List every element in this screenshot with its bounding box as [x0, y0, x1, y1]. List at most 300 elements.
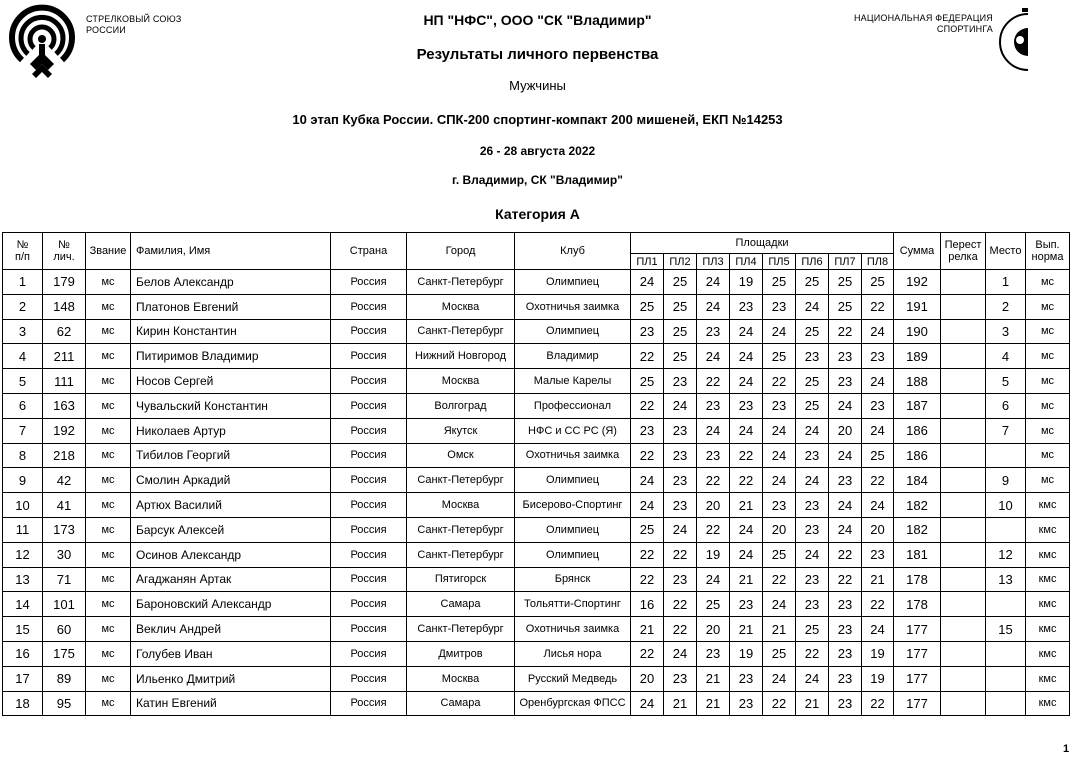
- row-stand-8-score: 24: [862, 369, 894, 394]
- row-stand-8-score: 22: [862, 468, 894, 493]
- row-num: 1: [3, 270, 43, 295]
- row-stand-8-score: 24: [862, 617, 894, 642]
- row-place: 15: [986, 617, 1026, 642]
- row-country: Россия: [331, 542, 407, 567]
- row-stand-5-score: 21: [763, 617, 796, 642]
- row-city: Самара: [407, 691, 515, 716]
- row-stand-7-score: 24: [829, 443, 862, 468]
- results-table: [2, 232, 1070, 716]
- row-stand-8-score: 24: [862, 319, 894, 344]
- table-row: [3, 641, 1070, 666]
- row-place: 1: [986, 270, 1026, 295]
- row-place: 3: [986, 319, 1026, 344]
- col-header-norm-l2: норма: [1031, 251, 1064, 263]
- row-stand-7-score: 20: [829, 418, 862, 443]
- row-num: 5: [3, 369, 43, 394]
- row-stand-3-score: 23: [697, 443, 730, 468]
- row-stand-6-score: 24: [796, 418, 829, 443]
- row-stand-6-score: 24: [796, 294, 829, 319]
- row-stand-2-score: 24: [664, 393, 697, 418]
- row-stand-5-score: 25: [763, 542, 796, 567]
- row-norm: мс: [1026, 418, 1070, 443]
- row-country: Россия: [331, 468, 407, 493]
- table-row: [3, 319, 1070, 344]
- row-stand-1-score: 23: [631, 319, 664, 344]
- row-num: 12: [3, 542, 43, 567]
- row-shootoff: [941, 493, 986, 518]
- row-stand-8-score: 19: [862, 666, 894, 691]
- row-stand-2-score: 22: [664, 542, 697, 567]
- row-sum: 177: [894, 691, 941, 716]
- row-stand-6-score: 25: [796, 270, 829, 295]
- row-country: Россия: [331, 517, 407, 542]
- row-stand-4-score: 21: [730, 567, 763, 592]
- row-sum: 187: [894, 393, 941, 418]
- row-norm: мс: [1026, 393, 1070, 418]
- table-row: [3, 493, 1070, 518]
- row-place: [986, 641, 1026, 666]
- row-place: [986, 443, 1026, 468]
- row-lic: 163: [43, 393, 86, 418]
- row-rank: мс: [86, 443, 131, 468]
- table-row: [3, 592, 1070, 617]
- row-stand-1-score: 22: [631, 344, 664, 369]
- row-rank: мс: [86, 468, 131, 493]
- row-country: Россия: [331, 344, 407, 369]
- row-norm: кмс: [1026, 493, 1070, 518]
- row-sum: 192: [894, 270, 941, 295]
- row-name: Артюх Василий: [131, 493, 331, 518]
- row-stand-6-score: 25: [796, 617, 829, 642]
- row-club: Оренбургская ФПСС: [515, 691, 631, 716]
- row-stand-4-score: 19: [730, 641, 763, 666]
- row-stand-6-score: 24: [796, 666, 829, 691]
- row-num: 4: [3, 344, 43, 369]
- col-header-norm: [1026, 233, 1070, 270]
- row-num: 2: [3, 294, 43, 319]
- org-left-line2: РОССИИ: [86, 25, 126, 35]
- org-right-line2: СПОРТИНГА: [936, 24, 993, 34]
- row-lic: 41: [43, 493, 86, 518]
- row-stand-4-score: 24: [730, 517, 763, 542]
- table-row: [3, 542, 1070, 567]
- event-dates: 26 - 28 августа 2022: [479, 144, 596, 158]
- row-stand-5-score: 20: [763, 517, 796, 542]
- page-number: 1: [1063, 743, 1070, 755]
- row-name: Тибилов Георгий: [131, 443, 331, 468]
- row-shootoff: [941, 542, 986, 567]
- col-header-sum: Сумма: [894, 233, 941, 270]
- row-stand-1-score: 22: [631, 567, 664, 592]
- col-header-num-l2: п/п: [15, 251, 30, 263]
- row-stand-1-score: 20: [631, 666, 664, 691]
- row-stand-6-score: 24: [796, 542, 829, 567]
- row-lic: 89: [43, 666, 86, 691]
- row-stand-6-score: 23: [796, 493, 829, 518]
- row-stand-3-score: 21: [697, 691, 730, 716]
- row-lic: 218: [43, 443, 86, 468]
- table-row: [3, 393, 1070, 418]
- row-rank: мс: [86, 567, 131, 592]
- row-sum: 181: [894, 542, 941, 567]
- row-club: Охотничья заимка: [515, 443, 631, 468]
- row-num: 14: [3, 592, 43, 617]
- row-num: 8: [3, 443, 43, 468]
- results-body: [3, 270, 1070, 716]
- row-country: Россия: [331, 294, 407, 319]
- row-shootoff: [941, 592, 986, 617]
- row-stand-2-score: 22: [664, 592, 697, 617]
- row-stand-5-score: 23: [763, 294, 796, 319]
- row-city: Омск: [407, 443, 515, 468]
- row-shootoff: [941, 641, 986, 666]
- row-lic: 60: [43, 617, 86, 642]
- row-lic: 42: [43, 468, 86, 493]
- organizers: НП "НФС", ООО "СК "Владимир": [423, 12, 652, 28]
- col-header-rank: Звание: [86, 233, 131, 270]
- row-place: [986, 666, 1026, 691]
- row-stand-5-score: 24: [763, 319, 796, 344]
- row-norm: мс: [1026, 468, 1070, 493]
- row-club: Олимпиец: [515, 542, 631, 567]
- row-stand-3-score: 24: [697, 294, 730, 319]
- row-lic: 148: [43, 294, 86, 319]
- row-stand-7-score: 23: [829, 691, 862, 716]
- row-name: Веклич Андрей: [131, 617, 331, 642]
- row-stand-6-score: 22: [796, 641, 829, 666]
- row-stand-5-score: 24: [763, 443, 796, 468]
- row-shootoff: [941, 270, 986, 295]
- row-norm: мс: [1026, 369, 1070, 394]
- row-num: 3: [3, 319, 43, 344]
- col-header-shootoff-l2: релка: [948, 251, 978, 263]
- table-row: [3, 270, 1070, 295]
- row-country: Россия: [331, 641, 407, 666]
- table-row: [3, 468, 1070, 493]
- table-row: [3, 691, 1070, 716]
- row-stand-8-score: 23: [862, 344, 894, 369]
- row-city: Санкт-Петербург: [407, 542, 515, 567]
- row-city: Санкт-Петербург: [407, 270, 515, 295]
- subtitle: Мужчины: [509, 78, 566, 93]
- table-row: [3, 344, 1070, 369]
- table-row: [3, 517, 1070, 542]
- row-club: Малые Карелы: [515, 369, 631, 394]
- row-city: Москва: [407, 493, 515, 518]
- row-stand-1-score: 25: [631, 294, 664, 319]
- table-row: [3, 418, 1070, 443]
- row-norm: мс: [1026, 294, 1070, 319]
- row-city: Пятигорск: [407, 567, 515, 592]
- col-header-stand-7: ПЛ7: [829, 254, 862, 270]
- row-city: Санкт-Петербург: [407, 468, 515, 493]
- row-stand-2-score: 24: [664, 517, 697, 542]
- row-stand-2-score: 23: [664, 443, 697, 468]
- row-norm: кмс: [1026, 567, 1070, 592]
- row-name: Ильенко Дмитрий: [131, 666, 331, 691]
- row-place: [986, 517, 1026, 542]
- row-rank: мс: [86, 666, 131, 691]
- row-stand-8-score: 24: [862, 493, 894, 518]
- row-stand-3-score: 21: [697, 666, 730, 691]
- row-lic: 173: [43, 517, 86, 542]
- row-stand-8-score: 25: [862, 443, 894, 468]
- row-shootoff: [941, 393, 986, 418]
- row-stand-8-score: 21: [862, 567, 894, 592]
- row-country: Россия: [331, 270, 407, 295]
- row-stand-2-score: 22: [664, 617, 697, 642]
- row-lic: 175: [43, 641, 86, 666]
- row-stand-7-score: 22: [829, 567, 862, 592]
- col-header-lic: [43, 233, 86, 270]
- row-shootoff: [941, 567, 986, 592]
- row-stand-4-score: 24: [730, 369, 763, 394]
- row-stand-4-score: 22: [730, 443, 763, 468]
- col-header-stand-1: ПЛ1: [631, 254, 664, 270]
- row-name: Николаев Артур: [131, 418, 331, 443]
- row-club: Бисерово-Спортинг: [515, 493, 631, 518]
- row-stand-2-score: 23: [664, 567, 697, 592]
- row-club: НФС и СС РС (Я): [515, 418, 631, 443]
- row-shootoff: [941, 319, 986, 344]
- col-header-stands-group: Площадки: [631, 233, 894, 254]
- row-club: Олимпиец: [515, 468, 631, 493]
- row-club: Охотничья заимка: [515, 294, 631, 319]
- row-stand-2-score: 24: [664, 641, 697, 666]
- row-stand-3-score: 20: [697, 617, 730, 642]
- row-stand-2-score: 25: [664, 319, 697, 344]
- row-stand-3-score: 25: [697, 592, 730, 617]
- row-stand-3-score: 22: [697, 369, 730, 394]
- row-stand-2-score: 25: [664, 344, 697, 369]
- row-stand-4-score: 23: [730, 666, 763, 691]
- row-stand-1-score: 22: [631, 443, 664, 468]
- row-name: Барсук Алексей: [131, 517, 331, 542]
- row-name: Голубев Иван: [131, 641, 331, 666]
- table-row: [3, 567, 1070, 592]
- row-stand-4-score: 21: [730, 617, 763, 642]
- row-country: Россия: [331, 567, 407, 592]
- row-stand-5-score: 24: [763, 666, 796, 691]
- row-sum: 178: [894, 592, 941, 617]
- row-club: Русский Медведь: [515, 666, 631, 691]
- row-stand-1-score: 22: [631, 393, 664, 418]
- row-city: Москва: [407, 369, 515, 394]
- row-stand-1-score: 25: [631, 369, 664, 394]
- row-stand-2-score: 23: [664, 666, 697, 691]
- row-rank: мс: [86, 369, 131, 394]
- row-country: Россия: [331, 418, 407, 443]
- row-shootoff: [941, 666, 986, 691]
- row-place: 4: [986, 344, 1026, 369]
- row-num: 6: [3, 393, 43, 418]
- row-rank: мс: [86, 294, 131, 319]
- row-sum: 186: [894, 418, 941, 443]
- row-stand-7-score: 24: [829, 393, 862, 418]
- row-lic: 192: [43, 418, 86, 443]
- row-stand-2-score: 25: [664, 294, 697, 319]
- row-num: 18: [3, 691, 43, 716]
- col-header-lic-l2: лич.: [53, 251, 75, 263]
- row-sum: 191: [894, 294, 941, 319]
- row-stand-7-score: 24: [829, 517, 862, 542]
- event-place: г. Владимир, СК "Владимир": [452, 173, 623, 187]
- row-stand-4-score: 23: [730, 691, 763, 716]
- row-stand-7-score: 23: [829, 666, 862, 691]
- row-num: 10: [3, 493, 43, 518]
- row-city: Самара: [407, 592, 515, 617]
- row-stand-8-score: 20: [862, 517, 894, 542]
- row-stand-3-score: 22: [697, 468, 730, 493]
- row-name: Платонов Евгений: [131, 294, 331, 319]
- row-rank: мс: [86, 493, 131, 518]
- category-title: Категория А: [495, 206, 580, 222]
- row-stand-8-score: 23: [862, 393, 894, 418]
- col-header-name: Фамилия, Имя: [131, 233, 331, 270]
- row-stand-4-score: 23: [730, 393, 763, 418]
- row-sum: 184: [894, 468, 941, 493]
- row-stand-8-score: 23: [862, 542, 894, 567]
- row-stand-1-score: 23: [631, 418, 664, 443]
- col-header-stand-5: ПЛ5: [763, 254, 796, 270]
- row-stand-5-score: 23: [763, 393, 796, 418]
- row-sum: 190: [894, 319, 941, 344]
- col-header-stand-3: ПЛ3: [697, 254, 730, 270]
- row-shootoff: [941, 418, 986, 443]
- row-club: Владимир: [515, 344, 631, 369]
- row-country: Россия: [331, 393, 407, 418]
- col-header-stand-2: ПЛ2: [664, 254, 697, 270]
- row-country: Россия: [331, 666, 407, 691]
- row-name: Смолин Аркадий: [131, 468, 331, 493]
- row-name: Носов Сергей: [131, 369, 331, 394]
- row-stand-3-score: 23: [697, 393, 730, 418]
- col-header-city: Город: [407, 233, 515, 270]
- row-stand-6-score: 21: [796, 691, 829, 716]
- row-stand-8-score: 22: [862, 691, 894, 716]
- table-row: [3, 294, 1070, 319]
- row-rank: мс: [86, 641, 131, 666]
- row-place: [986, 592, 1026, 617]
- row-rank: мс: [86, 542, 131, 567]
- row-shootoff: [941, 294, 986, 319]
- row-name: Чувальский Константин: [131, 393, 331, 418]
- row-city: Санкт-Петербург: [407, 319, 515, 344]
- row-city: Москва: [407, 294, 515, 319]
- row-stand-2-score: 23: [664, 468, 697, 493]
- row-stand-7-score: 23: [829, 617, 862, 642]
- row-stand-3-score: 20: [697, 493, 730, 518]
- row-stand-4-score: 21: [730, 493, 763, 518]
- row-stand-6-score: 23: [796, 567, 829, 592]
- row-club: Охотничья заимка: [515, 617, 631, 642]
- row-rank: мс: [86, 393, 131, 418]
- table-row: [3, 369, 1070, 394]
- row-norm: кмс: [1026, 691, 1070, 716]
- row-stand-7-score: 23: [829, 369, 862, 394]
- row-club: Брянск: [515, 567, 631, 592]
- row-stand-1-score: 25: [631, 517, 664, 542]
- row-rank: мс: [86, 418, 131, 443]
- row-country: Россия: [331, 319, 407, 344]
- row-stand-4-score: 23: [730, 592, 763, 617]
- row-norm: мс: [1026, 270, 1070, 295]
- row-stand-5-score: 22: [763, 691, 796, 716]
- row-name: Агаджанян Артак: [131, 567, 331, 592]
- row-stand-5-score: 25: [763, 270, 796, 295]
- row-stand-8-score: 22: [862, 294, 894, 319]
- row-stand-2-score: 23: [664, 493, 697, 518]
- row-stand-6-score: 23: [796, 517, 829, 542]
- row-name: Питиримов Владимир: [131, 344, 331, 369]
- row-norm: мс: [1026, 443, 1070, 468]
- row-shootoff: [941, 369, 986, 394]
- row-shootoff: [941, 468, 986, 493]
- row-sum: 177: [894, 617, 941, 642]
- row-place: [986, 691, 1026, 716]
- row-norm: кмс: [1026, 641, 1070, 666]
- row-stand-5-score: 24: [763, 418, 796, 443]
- table-row: [3, 617, 1070, 642]
- row-stand-7-score: 22: [829, 319, 862, 344]
- row-club: Олимпиец: [515, 319, 631, 344]
- row-rank: мс: [86, 592, 131, 617]
- row-name: Белов Александр: [131, 270, 331, 295]
- row-country: Россия: [331, 592, 407, 617]
- row-stand-1-score: 22: [631, 542, 664, 567]
- col-header-num: [3, 233, 43, 270]
- row-stand-1-score: 16: [631, 592, 664, 617]
- row-norm: кмс: [1026, 666, 1070, 691]
- row-place: 12: [986, 542, 1026, 567]
- row-stand-3-score: 24: [697, 270, 730, 295]
- col-header-num-l1: №: [16, 239, 29, 251]
- row-sum: 178: [894, 567, 941, 592]
- row-stand-6-score: 25: [796, 319, 829, 344]
- row-city: Москва: [407, 666, 515, 691]
- col-header-shootoff: [941, 233, 986, 270]
- org-left-line1: СТРЕЛКОВЫЙ СОЮЗ: [86, 14, 182, 24]
- row-shootoff: [941, 517, 986, 542]
- row-stand-7-score: 23: [829, 592, 862, 617]
- row-num: 17: [3, 666, 43, 691]
- row-stand-7-score: 24: [829, 493, 862, 518]
- row-norm: мс: [1026, 344, 1070, 369]
- col-header-stand-6: ПЛ6: [796, 254, 829, 270]
- row-stand-3-score: 24: [697, 418, 730, 443]
- col-header-stand-8: ПЛ8: [862, 254, 894, 270]
- row-country: Россия: [331, 617, 407, 642]
- row-stand-1-score: 21: [631, 617, 664, 642]
- row-city: Дмитров: [407, 641, 515, 666]
- row-shootoff: [941, 443, 986, 468]
- row-stand-2-score: 23: [664, 369, 697, 394]
- row-club: Лисья нора: [515, 641, 631, 666]
- row-stand-5-score: 23: [763, 493, 796, 518]
- row-stand-4-score: 23: [730, 294, 763, 319]
- row-lic: 211: [43, 344, 86, 369]
- row-place: 10: [986, 493, 1026, 518]
- row-shootoff: [941, 617, 986, 642]
- col-header-norm-l1: Вып.: [1035, 239, 1060, 251]
- row-stand-5-score: 25: [763, 344, 796, 369]
- row-rank: мс: [86, 270, 131, 295]
- row-stand-6-score: 25: [796, 393, 829, 418]
- row-city: Санкт-Петербург: [407, 517, 515, 542]
- row-rank: мс: [86, 691, 131, 716]
- row-lic: 71: [43, 567, 86, 592]
- page-title: Результаты личного первенства: [416, 46, 659, 63]
